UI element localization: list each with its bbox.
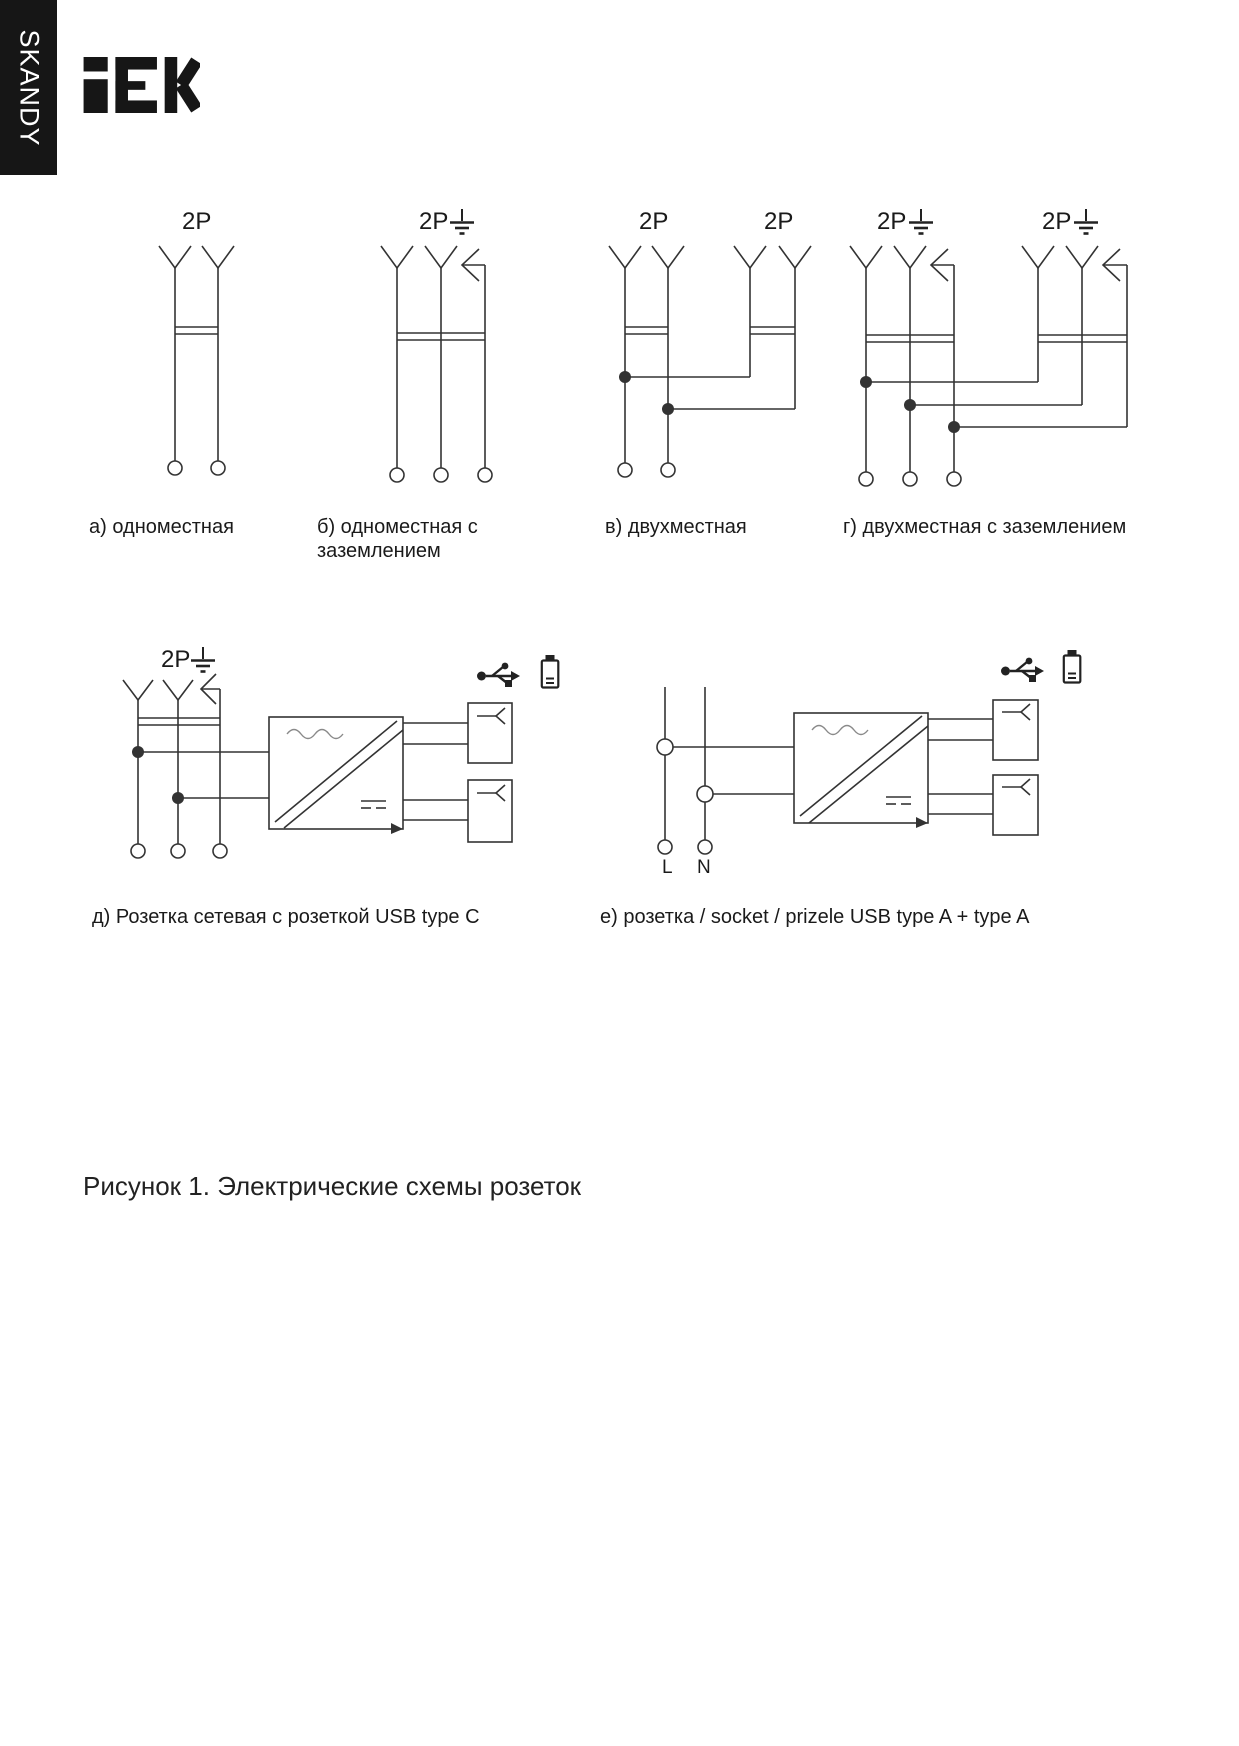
earth-ground-icon xyxy=(909,209,933,234)
usb-output-port xyxy=(993,700,1038,760)
usb-output-port xyxy=(993,775,1038,835)
terminal-label-l: L xyxy=(662,857,673,878)
usb-trident-icon xyxy=(477,663,520,687)
plug-pin-fork-icon xyxy=(381,246,413,268)
terminal-circle xyxy=(661,463,675,477)
pole-label-g-left: 2P xyxy=(877,208,907,235)
tap-node-circle xyxy=(657,739,673,755)
junction-dot xyxy=(172,792,184,804)
battery-icon xyxy=(542,655,559,688)
socket-contact-fork-icon xyxy=(1021,779,1030,795)
caption-d: д) Розетка сетевая с розеткой USB type C xyxy=(92,906,480,928)
ac-wave-icon xyxy=(812,726,868,735)
pole-label-v-left: 2P xyxy=(639,208,669,235)
usb-trident-icon xyxy=(1001,658,1044,682)
socket-contact-fork-icon xyxy=(1021,704,1030,720)
pole-label-b: 2P xyxy=(419,208,449,235)
diagram-g-schematic xyxy=(850,209,1127,486)
earth-ground-icon xyxy=(450,209,474,234)
acdc-converter xyxy=(269,717,403,834)
junction-dot xyxy=(132,746,144,758)
direction-arrow-icon xyxy=(391,823,403,834)
ac-wave-icon xyxy=(287,730,343,739)
junction-dot xyxy=(619,371,631,383)
earth-ground-icon xyxy=(191,647,215,672)
junction-dot xyxy=(904,399,916,411)
earth-ground-icon xyxy=(1074,209,1098,234)
usb-output-port xyxy=(468,703,512,763)
caption-b-line1: б) одноместная с xyxy=(317,516,478,538)
junction-dot xyxy=(860,376,872,388)
plug-pin-fork-icon xyxy=(159,246,191,268)
pole-label-a: 2P xyxy=(182,208,212,235)
figure-caption: Рисунок 1. Электрические схемы розеток xyxy=(83,1171,582,1201)
terminal-circle xyxy=(390,468,404,482)
dc-symbol-icon xyxy=(886,797,911,804)
direction-arrow-icon xyxy=(916,817,928,828)
socket-contact-fork-icon xyxy=(496,708,505,724)
junction-dot xyxy=(662,403,674,415)
brand-sidebar-label: SKANDY xyxy=(14,28,44,147)
caption-g: г) двухместная с заземлением xyxy=(843,516,1127,538)
acdc-converter xyxy=(794,713,928,828)
caption-b-line2: заземлением xyxy=(317,540,441,562)
pole-label-v-right: 2P xyxy=(764,208,794,235)
terminal-circle xyxy=(478,468,492,482)
diagram-d-schematic xyxy=(123,647,558,858)
usb-output-port xyxy=(468,780,512,842)
terminal-circle xyxy=(211,461,225,475)
plug-pin-fork-icon xyxy=(425,246,457,268)
battery-icon xyxy=(1064,650,1081,683)
diagram-b-schematic xyxy=(381,209,492,482)
dc-symbol-icon xyxy=(361,801,386,808)
pole-label-d: 2P xyxy=(161,646,191,673)
caption-a: а) одноместная xyxy=(89,516,234,538)
diagram-a-schematic xyxy=(159,246,234,475)
caption-e: е) розетка / socket / prizele USB type A + type A xyxy=(600,906,1030,928)
diagram-v-schematic xyxy=(609,246,811,477)
junction-dot xyxy=(948,421,960,433)
plug-pin-fork-icon xyxy=(202,246,234,268)
tap-node-circle xyxy=(697,786,713,802)
diagram-e-schematic xyxy=(657,650,1080,854)
terminal-circle xyxy=(434,468,448,482)
terminal-label-n: N xyxy=(697,857,711,878)
terminal-circle xyxy=(168,461,182,475)
caption-v: в) двухместная xyxy=(605,516,747,538)
pole-label-g-right: 2P xyxy=(1042,208,1072,235)
terminal-circle xyxy=(618,463,632,477)
socket-contact-fork-icon xyxy=(496,785,505,801)
